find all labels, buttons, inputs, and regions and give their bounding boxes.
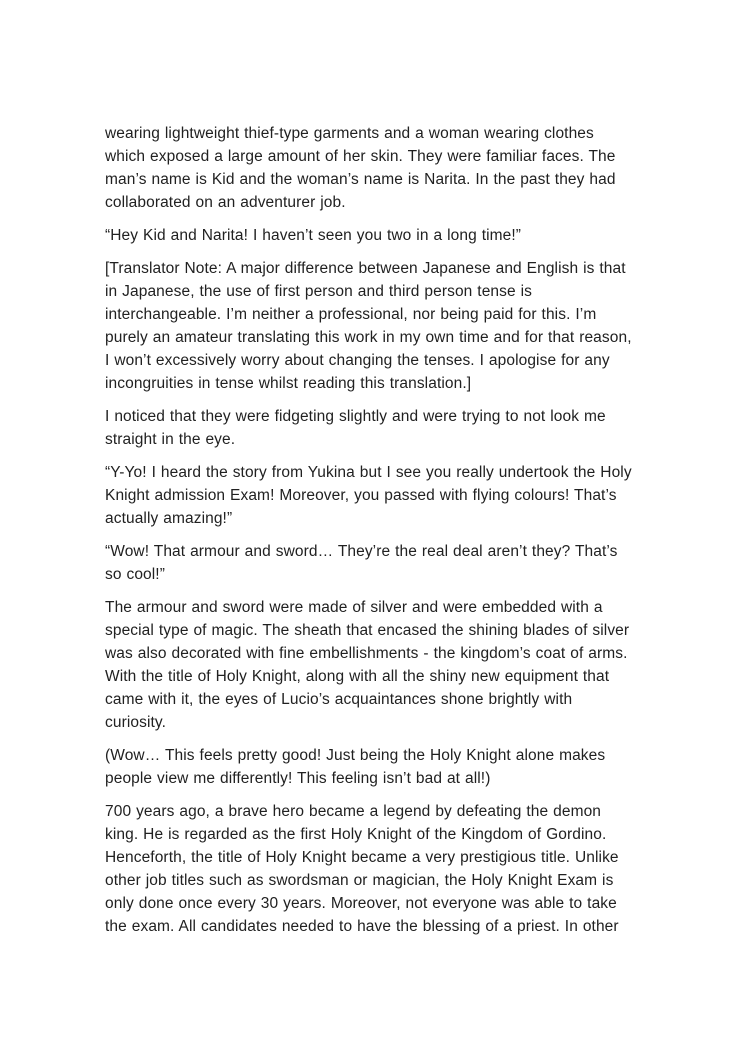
paragraph-inner-thought: (Wow… This feels pretty good! Just being the Holy Knight alone makes people view me differently! This feeling isn’t bad at all!): [105, 747, 606, 787]
paragraph-narration-history: 700 years ago, a brave hero became a legend by defeating the demon king. He is regarded as the first Holy Knight of the Kingdom of Gordino. Henceforth, the title of Holy Knight became a very prestigious title. Unlike other job titles such as swordsman or magician, the Holy Knight Exam is only done once every 30 years. Moreover, not everyone was able to take the exam. All candidates needed to have the blessing of a priest. In other: [105, 803, 619, 935]
paragraph-narration-intro: wearing lightweight thief-type garments and a woman wearing clothes which exposed a large amount of her skin. They were familiar faces. The man’s name is Kid and the woman’s name is Narita. In the past they had collaborated on an adventurer job.: [105, 125, 616, 211]
paragraph-dialogue-greeting: “Hey Kid and Narita! I haven’t seen you two in a long time!”: [105, 227, 522, 244]
paragraph-dialogue-armour: “Wow! That armour and sword… They’re the real deal aren’t they? That’s so cool!”: [105, 543, 618, 583]
paragraph-dialogue-exam: “Y-Yo! I heard the story from Yukina but I see you really undertook the Holy Knight admission Exam! Moreover, you passed with flying colours! That’s actually amazing!”: [105, 464, 632, 527]
paragraph-narration-armour-description: The armour and sword were made of silver and were embedded with a special type of magic. The sheath that encased the shining blades of silver was also decorated with fine embellishments - the kingdom’s coat of arms. With the title of Holy Knight, along with all the shiny new equipment that came with it, the eyes of Lucio’s acquaintances shone brightly with curiosity.: [105, 599, 630, 731]
text-column: [105, 122, 635, 948]
paragraph-translator-note: [Translator Note: A major difference between Japanese and English is that in Japanese, the use of first person and third person tense is interchangeable. I’m neither a professional, nor being paid for this. I’m purely an amateur translating this work in my own time and for that reason, I won’t excessively worry about changing the tenses. I apologise for any incongruities in tense whilst reading this translation.]: [105, 260, 632, 392]
paragraph-narration-fidgeting: I noticed that they were fidgeting slightly and were trying to not look me straight in the eye.: [105, 408, 606, 448]
